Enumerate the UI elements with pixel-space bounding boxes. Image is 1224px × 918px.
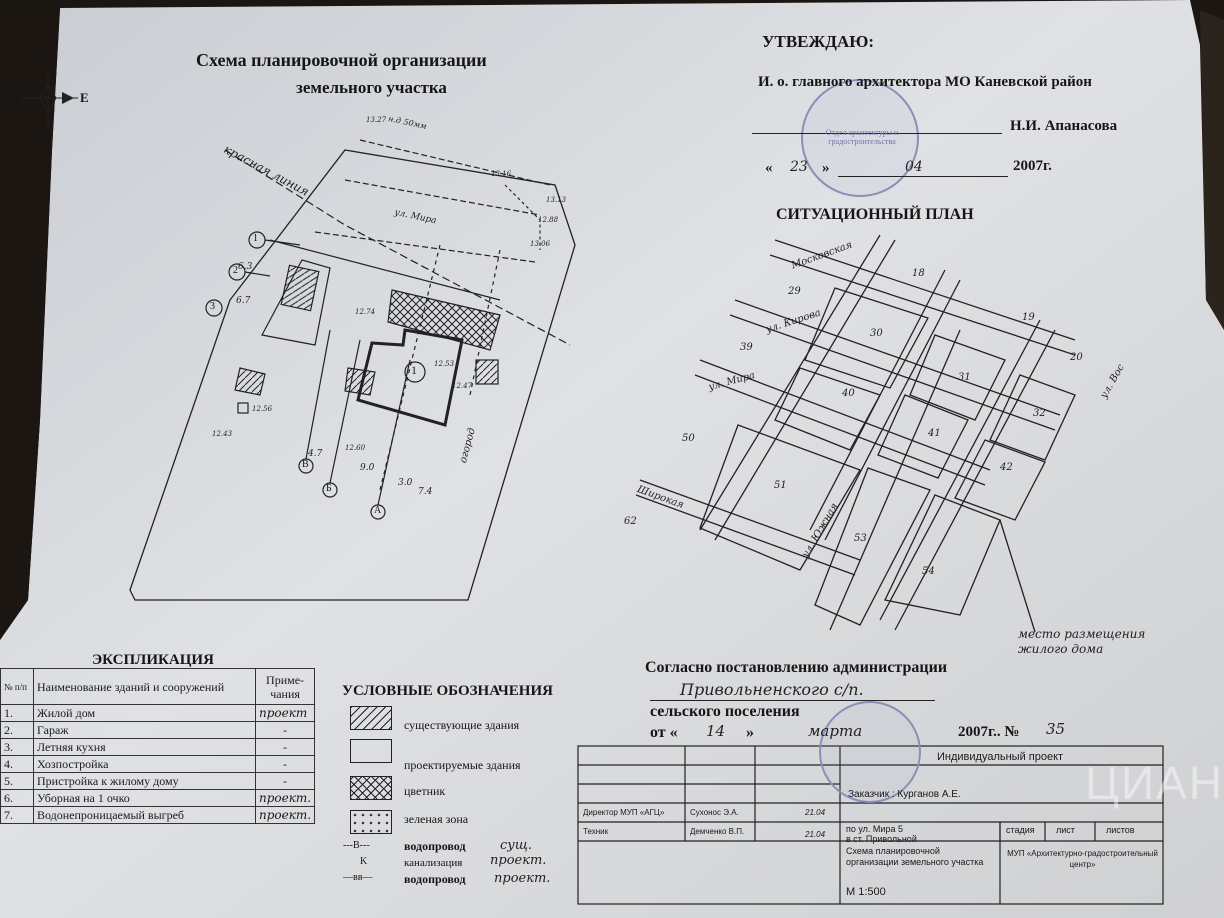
decree-seal	[820, 702, 920, 802]
axis-1: 1	[253, 233, 258, 244]
compass-s: S	[44, 130, 50, 141]
approval-close-quote: »	[822, 160, 830, 176]
dim-label: 9.0	[360, 463, 375, 473]
elevation-label: 12.88	[538, 216, 559, 224]
elevation-label: 12.74	[355, 308, 376, 316]
block-number: 42	[1000, 462, 1013, 473]
stamp-sheet: лист	[1056, 825, 1075, 835]
decree-month: марта	[808, 722, 863, 740]
elevation-label: 13.06	[530, 240, 551, 248]
legend-label: цветник	[404, 784, 446, 798]
approval-date-year: 2007г.	[1013, 158, 1052, 174]
seal-text: Отдел архитектуры и градостроительства	[825, 128, 899, 146]
table-row: 1. Жилой дом проект	[1, 705, 315, 722]
axis-b: Б	[326, 483, 332, 494]
stamp-stage: стадия	[1006, 825, 1035, 835]
legend-line-symbol: K	[360, 856, 368, 867]
block-number: 41	[928, 428, 941, 439]
placement-note: место размещения жилого дома	[1018, 627, 1146, 656]
compass-n: N	[44, 56, 52, 67]
compass-w: W	[10, 92, 20, 103]
approval-date-month: 04	[905, 159, 923, 175]
scheme-title-line2: земельного участка	[296, 78, 447, 97]
street-name: ул. Мира	[707, 370, 757, 393]
stamp-drawing-title: Схема планировочной организации земельного участка	[846, 846, 984, 867]
elevation-label: 12.56	[252, 405, 273, 413]
elevation-label: 12.47	[452, 382, 473, 390]
block-number: 19	[1022, 312, 1035, 323]
scheme-title-line1: Схема планировочной организации	[196, 50, 487, 70]
stamp-sign-date2: 21.04	[805, 830, 826, 839]
legend-line-symbol: —вв—	[343, 872, 373, 883]
block-number: 39	[740, 342, 753, 353]
block-number: 54	[922, 566, 935, 577]
legend-swatch-existing	[350, 706, 392, 730]
legend-line-label: канализация	[404, 857, 463, 869]
explication-title: ЭКСПЛИКАЦИЯ	[92, 652, 214, 668]
table-row: 4. Хозпостройка -	[1, 756, 315, 773]
street-label: ул. Мира	[393, 207, 438, 227]
building-number: 1	[411, 363, 417, 377]
axis-a: А	[374, 505, 382, 516]
axis-3: 3	[210, 301, 215, 312]
explication-header-note: Приме-чания	[256, 669, 315, 705]
legend-line-note: проект.	[494, 871, 551, 886]
table-row: 2. Гараж -	[1, 722, 315, 739]
legend-line-label: водопровод	[404, 839, 466, 853]
watermark: ЦИАН	[1085, 757, 1224, 809]
stamp-sheets: листов	[1106, 825, 1135, 835]
explication-header-name: Наименование зданий и сооружений	[34, 669, 256, 705]
elevation-label: 12.53	[434, 360, 455, 368]
legend-swatch-flowerbed	[350, 776, 392, 800]
block-number: 31	[958, 372, 971, 383]
stamp-director-name: Сухонос Э.А.	[690, 808, 739, 817]
block-number: 18	[912, 268, 925, 279]
legend-title: УСЛОВНЫЕ ОБОЗНАЧЕНИЯ	[342, 683, 553, 699]
explication-table	[0, 668, 315, 824]
approval-position: И. о. главного архитектора МО Каневской район	[758, 74, 1092, 90]
water-main-label: н.д 50мм	[387, 114, 428, 131]
dim-label: 6.3	[238, 262, 253, 272]
block-number: 40	[842, 388, 855, 399]
block-number: 32	[1033, 408, 1046, 419]
table-row: 6. Уборная на 1 очко проект.	[1, 790, 315, 807]
block-number: 29	[788, 286, 801, 297]
legend-swatch-green	[350, 810, 392, 834]
garden-label: огород	[457, 426, 478, 465]
legend-line-symbol: ---В---	[343, 840, 370, 851]
elevation-label: 13.16	[491, 170, 512, 178]
elevation-label: 13.27	[366, 116, 387, 124]
dim-label: 7.4	[418, 487, 433, 497]
decree-settlement: Привольненского с/п.	[680, 680, 864, 699]
block-number: 53	[854, 533, 867, 544]
stamp-address2: в ст. Привольной	[846, 834, 917, 844]
red-line-label: красная линия	[221, 142, 312, 199]
decree-line3: сельского поселения	[650, 703, 800, 720]
block-number: 51	[774, 480, 787, 491]
block-number: 62	[624, 516, 637, 527]
compass-e: E	[80, 90, 89, 105]
street-name: ул. Кирова	[764, 307, 823, 336]
street-name: Московская	[790, 239, 854, 272]
stamp-tech-role: Техник	[583, 827, 609, 836]
elevation-label: 13.13	[546, 196, 567, 204]
legend-label: существующие здания	[404, 718, 520, 732]
situational-title: СИТУАЦИОННЫЙ ПЛАН	[776, 206, 974, 223]
approval-date-day: 23	[790, 159, 808, 175]
decree-line	[650, 700, 935, 701]
explication-header-no: № п/п	[1, 669, 34, 705]
legend-line-note: проект.	[490, 853, 547, 868]
table-row: 3. Летняя кухня -	[1, 739, 315, 756]
decree-from: от «	[650, 724, 678, 741]
decree-close-quote: »	[746, 724, 754, 741]
legend-line-label: водопровод	[404, 872, 466, 886]
stamp-director-role: Директор МУП «АГЦ»	[583, 808, 665, 817]
axis-v: В	[302, 459, 309, 470]
decree-day: 14	[706, 722, 726, 740]
decree-line1: Согласно постановлению администрации	[645, 659, 948, 676]
decree-year: 2007г.. №	[958, 724, 1020, 740]
stamp-customer: Заказчик : Курганов А.Е.	[848, 789, 961, 800]
block-number: 20	[1070, 352, 1083, 363]
dim-label: 3.0	[398, 478, 413, 488]
approval-open-quote: «	[765, 160, 773, 176]
table-row: 5. Пристройка к жилому дому -	[1, 773, 315, 790]
legend-label: проектируемые здания	[404, 758, 521, 772]
legend-label: зеленая зона	[404, 812, 469, 826]
dim-label: 4.7	[308, 449, 323, 459]
axis-2: 2	[233, 265, 238, 276]
elevation-label: 12.43	[212, 430, 233, 438]
block-number: 50	[682, 433, 695, 444]
stamp-organization: МУП «Архитектурно-градостроительный центр»	[1007, 849, 1158, 869]
elevation-label: 12.60	[345, 444, 366, 452]
table-row: 7. Водонепроницаемый выгреб проект.	[1, 807, 315, 824]
stamp-tech-name: Демченко В.П.	[690, 827, 745, 836]
stamp-sign-date1: 21.04	[805, 808, 826, 817]
approval-heading: УТВЕЖДАЮ:	[762, 32, 875, 51]
street-name: ул. Южная	[800, 501, 841, 560]
street-name: ул. Вос	[1098, 362, 1127, 401]
dim-label: 6.7	[236, 296, 251, 306]
stamp-project-type: Индивидуальный проект	[937, 751, 1064, 763]
approval-name: Н.И. Апанасова	[1010, 118, 1118, 134]
block-number: 30	[870, 328, 883, 339]
decree-number: 35	[1046, 720, 1066, 738]
date-line	[838, 176, 1008, 177]
stamp-address1: по ул. Мира 5	[846, 824, 903, 834]
street-name: Широкая	[635, 483, 686, 512]
legend-swatch-projected	[350, 739, 392, 763]
stamp-scale: М 1:500	[846, 886, 886, 898]
legend-line-note: сущ.	[500, 838, 532, 853]
